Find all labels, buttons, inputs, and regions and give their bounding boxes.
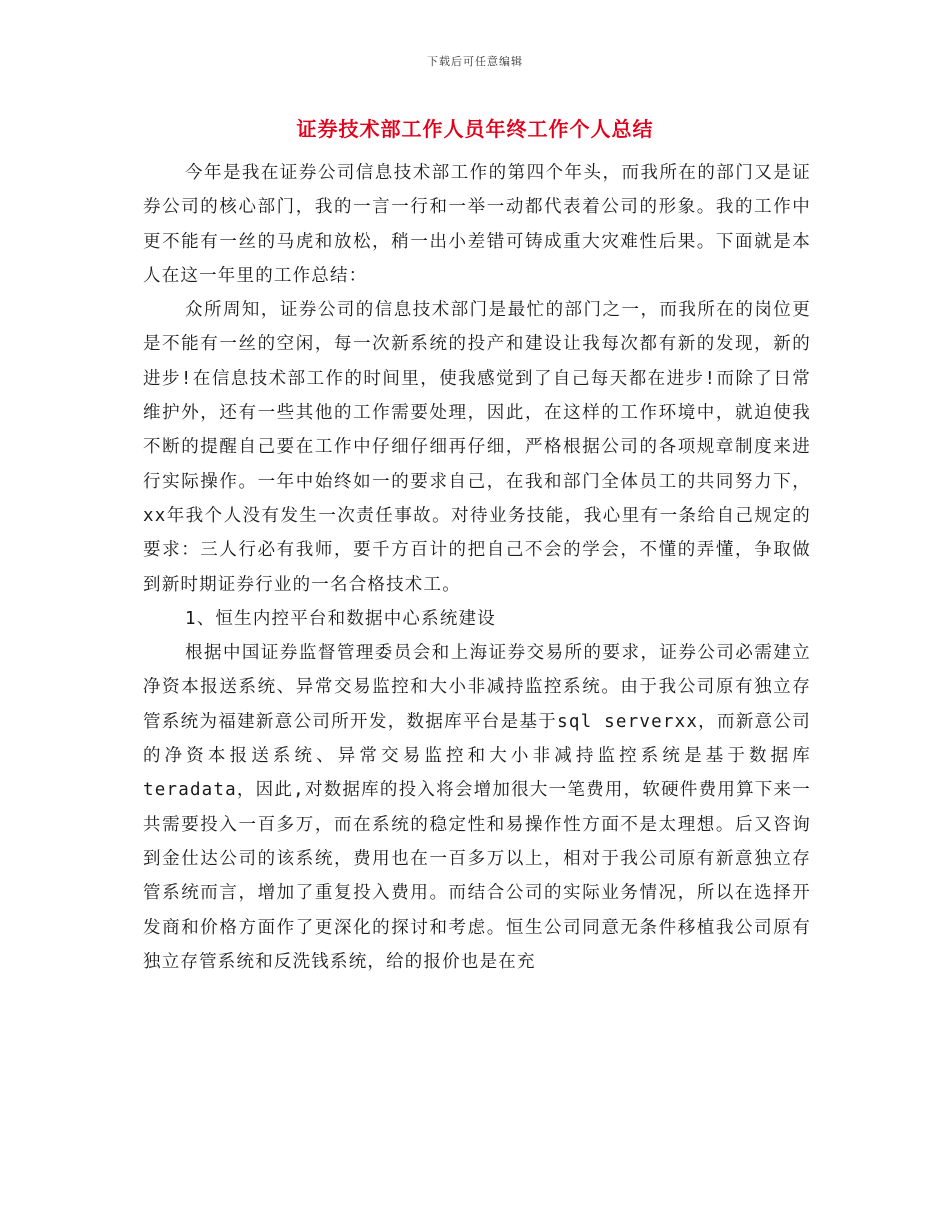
header-note: 下载后可任意编辑 (427, 55, 523, 68)
document-title: 证券技术部工作人员年终工作个人总结 (296, 117, 654, 141)
paragraph-intro: 今年是我在证券公司信息技术部工作的第四个年头，而我所在的部门又是证券公司的核心部门，我的一言一行和一举一动都代表着公司的形象。我的工作中更不能有一丝的马虎和放松，稍一出小差错可铸成重大灾难性后果。下面就是本人在这一年里的工作总结： (143, 163, 811, 286)
paragraph-system-build: 根据中国证券监督管理委员会和上海证券交易所的要求，证券公司必需建立净资本报送系统、异常交易监控和大小非减持监控系统。由于我公司原有独立存管系统为福建新意公司所开发，数据库平台是基于sql serverxx，而新意公司的净资本报送系统、异常交易监控和大小非减持监控系统是基于数据库teradata，因此,对数据库的投入将会增加很大一笔费用，软硬件费用算下来一共需要投入一百多万，而在系统的稳定性和易操作性方面不是太理想。后又咨询到金仕达公司的该系统，费用也在一百多万以上，相对于我公司原有新意独立存管系统而言，增加了重复投入费用。而结合公司的实际业务情况，所以在选择开发商和价格方面作了更深化的探讨和考虑。恒生公司同意无条件移植我公司原有独立存管系统和反洗钱系统，给的报价也是在充 (143, 643, 811, 972)
paragraph-work-summary: 众所周知，证券公司的信息技术部门是最忙的部门之一，而我所在的岗位更是不能有一丝的空闲，每一次新系统的投产和建设让我每次都有新的发现，新的进步!在信息技术部工作的时间里，使我感觉到了自己每天都在进步!而除了日常维护外，还有一些其他的工作需要处理，因此，在这样的工作环境中，就迫使我不断的提醒自己要在工作中仔细仔细再仔细，严格根据公司的各项规章制度来进行实际操作。一年中始终如一的要求自己，在我和部门全体员工的共同努力下，xx年我个人没有发生一次责任事故。对待业务技能，我心里有一条给自己规定的要求：三人行必有我师，要千方百计的把自己不会的学会，不懂的弄懂，争取做到新时期证券行业的一名合格技术工。 (143, 300, 811, 595)
document-body (143, 156, 811, 979)
section-heading-1: 1、恒生内控平台和数据中心系统建设 (185, 608, 496, 629)
